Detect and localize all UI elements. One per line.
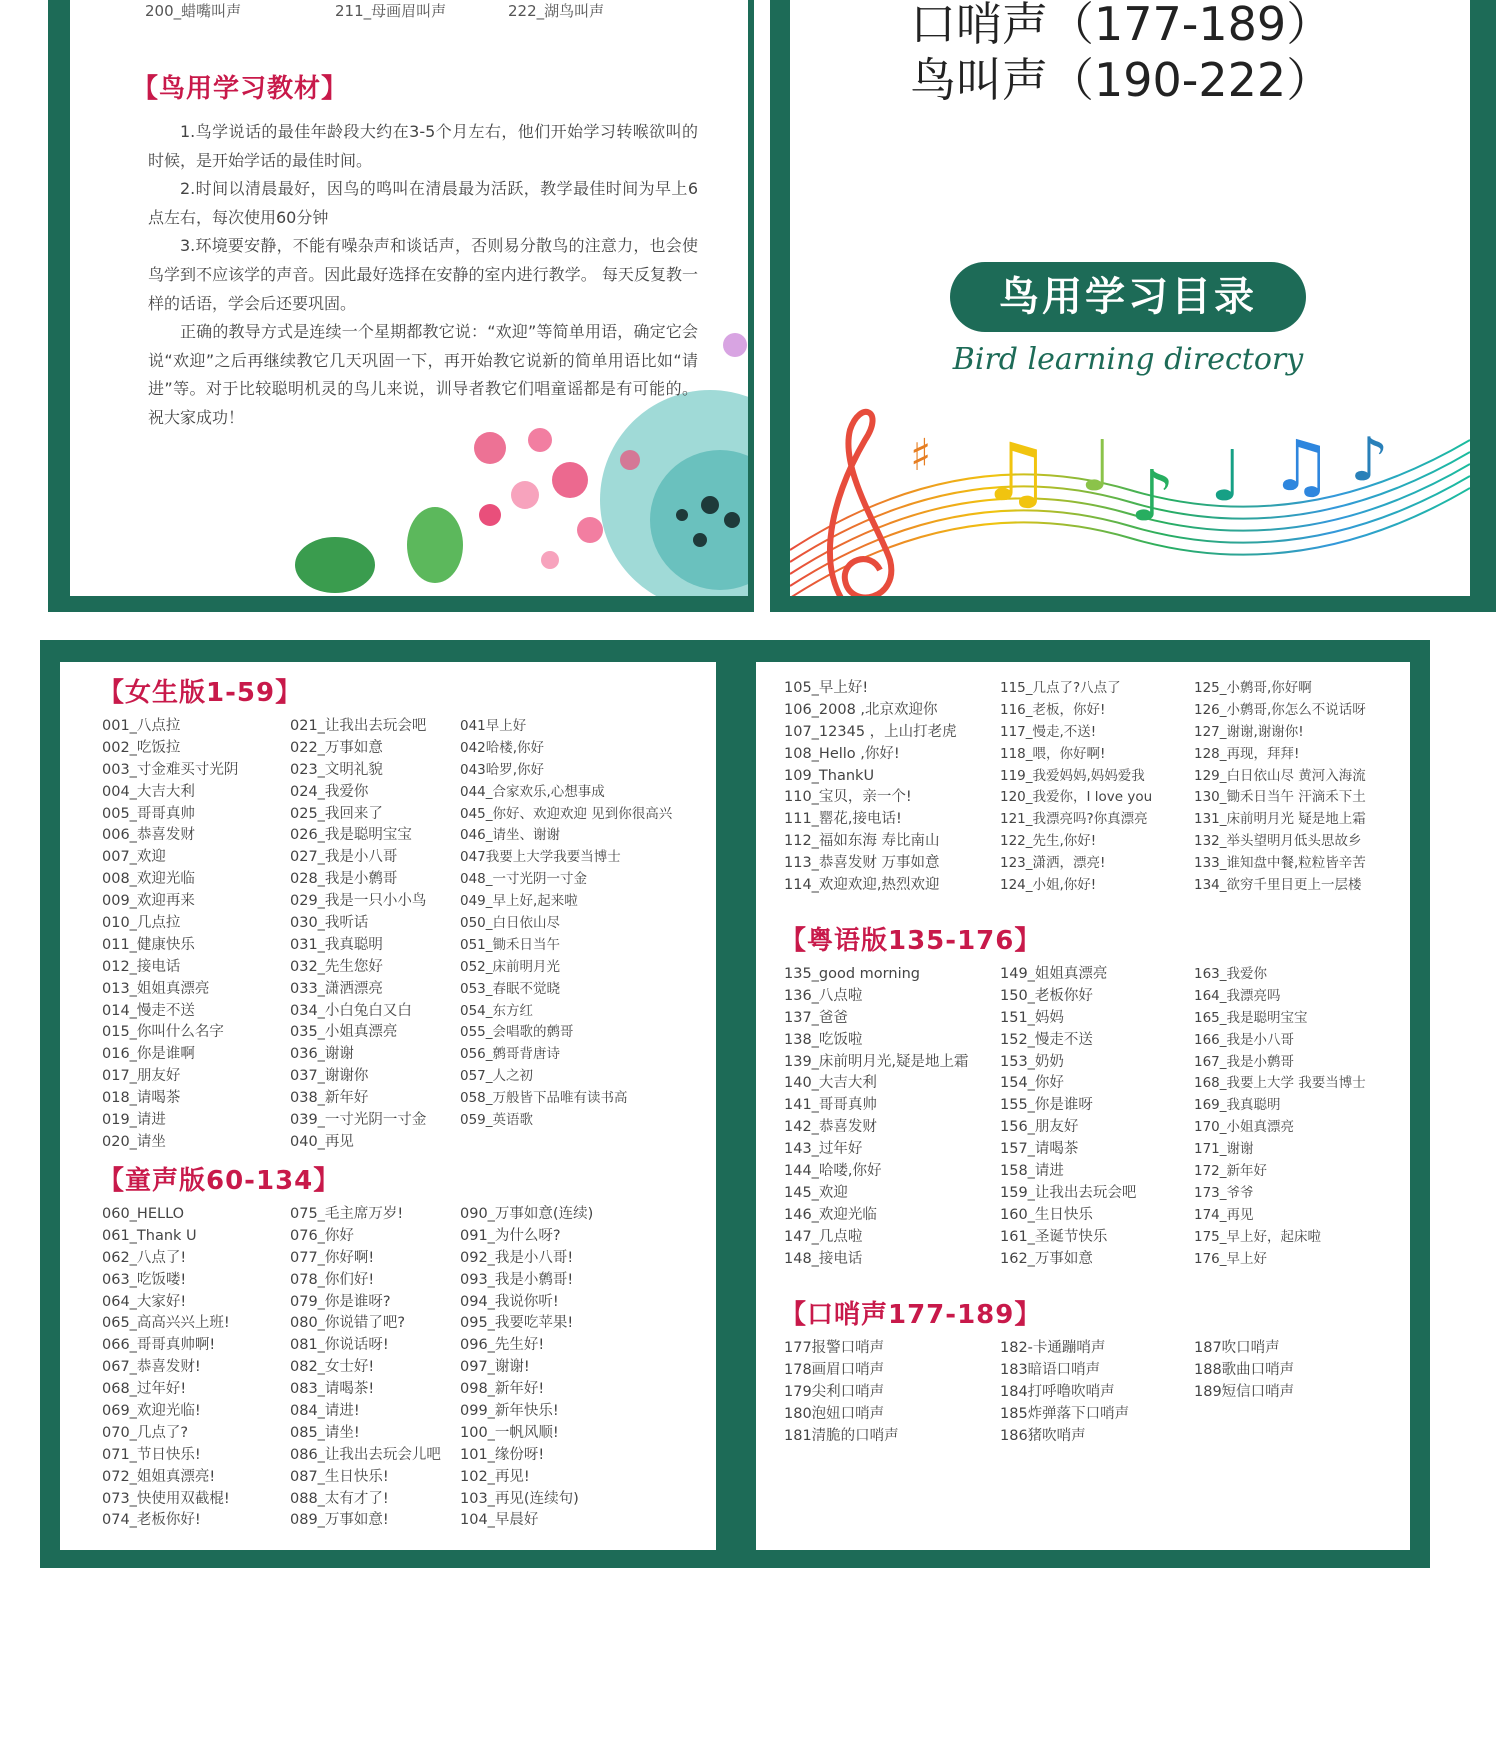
list-item: 093_我是小鹩哥! bbox=[460, 1271, 574, 1288]
list-item: 135_good morning bbox=[784, 966, 921, 982]
list-item: 163_我爱你 bbox=[1194, 966, 1268, 982]
petal-dot bbox=[723, 333, 747, 357]
list-item: 161_圣诞节快乐 bbox=[1000, 1228, 1108, 1245]
list-item: 075_毛主席万岁! bbox=[290, 1206, 404, 1222]
paragraph: 3.环境要安静，不能有噪杂声和谈话声，否则易分散鸟的注意力，也会使鸟学到不应该学的声音。因此最好选择在安静的室内进行教学。 每天反复教一样的话语，学会后还要巩固。 bbox=[148, 236, 698, 313]
list-item: 066_哥哥真帅啊! bbox=[102, 1337, 216, 1354]
list-item: 169_我真聪明 bbox=[1194, 1097, 1281, 1114]
list-item: 085_请坐! bbox=[290, 1424, 360, 1441]
list-item: 182-卡通蹦哨声 bbox=[1000, 1340, 1106, 1356]
list-item: 024_我爱你 bbox=[290, 783, 369, 800]
list-item: 189短信口哨声 bbox=[1194, 1383, 1295, 1400]
list-item: 051_锄禾日当午 bbox=[460, 936, 561, 953]
petal-dot bbox=[620, 450, 640, 470]
child-list-col-4 bbox=[784, 678, 994, 897]
list-item: 119_我爱妈妈,妈妈爱我 bbox=[1000, 767, 1145, 784]
study-material-text bbox=[148, 118, 698, 433]
music-staff-decoration bbox=[790, 380, 1470, 596]
list-item: 158_请进 bbox=[1000, 1163, 1064, 1180]
list-item: 035_小姐真漂亮 bbox=[290, 1024, 398, 1041]
list-item: 038_新年好 bbox=[290, 1090, 369, 1107]
list-item: 188歌曲口哨声 bbox=[1194, 1361, 1295, 1378]
list-item: 015_你叫什么名字 bbox=[102, 1024, 224, 1041]
paragraph: 1.鸟学说话的最佳年龄段大约在3-5个月左右，他们开始学习转喉欲叫的时候，是开始学话的最佳时间。 bbox=[148, 122, 698, 170]
list-item: 177报警口哨声 bbox=[784, 1340, 885, 1356]
girl-section-title: 【女生版1-59】 bbox=[98, 678, 303, 708]
list-item: 058_万般皆下品唯有读书高 bbox=[460, 1090, 628, 1107]
list-item: 174_再见 bbox=[1194, 1206, 1254, 1223]
music-note-icon: ♩ bbox=[1210, 435, 1244, 517]
list-item: 070_几点了? bbox=[102, 1424, 189, 1441]
whistle-list-col-1 bbox=[784, 1338, 994, 1447]
list-item: 002_吃饭拉 bbox=[102, 739, 181, 756]
list-item: 082_女士好! bbox=[290, 1359, 375, 1376]
list-item: 108_Hello ,你好! bbox=[784, 745, 900, 762]
list-item: 154_你好 bbox=[1000, 1075, 1064, 1092]
list-item: 185炸弹落下口哨声 bbox=[1000, 1405, 1130, 1422]
list-item: 138_吃饭啦 bbox=[784, 1031, 863, 1048]
list-item: 030_我听话 bbox=[290, 915, 369, 932]
girl-list-col-1 bbox=[102, 716, 282, 1154]
list-item: 137_爸爸 bbox=[784, 1009, 848, 1026]
list-item: 073_快使用双截棍! bbox=[102, 1490, 230, 1507]
list-item: 090_万事如意(连续) bbox=[460, 1206, 594, 1222]
list-item: 064_大家好! bbox=[102, 1293, 187, 1310]
list-item: 077_你好啊! bbox=[290, 1249, 375, 1266]
list-item: 143_过年好 bbox=[784, 1141, 863, 1158]
list-item: 084_请进! bbox=[290, 1403, 360, 1420]
list-item: 164_我漂亮吗 bbox=[1194, 987, 1281, 1004]
list-item: 029_我是一只小小鸟 bbox=[290, 893, 427, 910]
list-item: 091_为什么呀? bbox=[460, 1227, 561, 1244]
list-item: 110_宝贝，亲一个! bbox=[784, 789, 912, 806]
list-item: 054_东方红 bbox=[460, 1002, 534, 1019]
cantonese-section-title: 【粤语版135-176】 bbox=[780, 926, 1042, 956]
study-material-page bbox=[70, 0, 748, 596]
petal-dot bbox=[577, 517, 603, 543]
list-item: 132_举头望明月低头思故乡 bbox=[1194, 833, 1362, 850]
list-item: 010_几点拉 bbox=[102, 915, 181, 932]
directory-subtitle: Bird learning directory bbox=[952, 342, 1304, 377]
list-item: 181清脆的口哨声 bbox=[784, 1427, 899, 1444]
list-item: 098_新年好! bbox=[460, 1381, 545, 1398]
leaf-shape bbox=[407, 507, 463, 583]
list-item: 018_请喝茶 bbox=[102, 1090, 181, 1107]
list-item: 062_八点了! bbox=[102, 1249, 187, 1266]
music-note-icon: ♪ bbox=[1130, 455, 1175, 537]
petal-dot bbox=[479, 504, 501, 526]
cantonese-list-col-1 bbox=[784, 964, 994, 1270]
list-item: 180泡妞口哨声 bbox=[784, 1405, 885, 1422]
list-item: 006_恭喜发财 bbox=[102, 827, 195, 844]
petal-dot bbox=[511, 481, 539, 509]
list-item: 139_床前明月光,疑是地上霜 bbox=[784, 1053, 969, 1070]
list-item: 128_再现，拜拜! bbox=[1194, 745, 1300, 762]
list-item: 021_让我出去玩会吧 bbox=[290, 718, 427, 734]
petal-dot bbox=[541, 551, 559, 569]
list-item: 032_先生您好 bbox=[290, 958, 383, 975]
list-item: 099_新年快乐! bbox=[460, 1403, 559, 1420]
list-item: 129_白日依山尽 黄河入海流 bbox=[1194, 767, 1366, 784]
child-list-col-1 bbox=[102, 1204, 282, 1532]
list-item: 126_小鹩哥,你怎么不说话呀 bbox=[1194, 701, 1366, 718]
list-item: 134_欲穷千里目更上一层楼 bbox=[1194, 877, 1362, 894]
list-item: 141_哥哥真帅 bbox=[784, 1097, 877, 1114]
list-item: 152_慢走不送 bbox=[1000, 1031, 1093, 1048]
list-item: 165_我是聪明宝宝 bbox=[1194, 1009, 1308, 1026]
list-item: 100_一帆风顺! bbox=[460, 1424, 559, 1441]
list-item: 130_锄禾日当午 汗滴禾下土 bbox=[1194, 789, 1366, 806]
list-item: 145_欢迎 bbox=[784, 1184, 848, 1201]
list-item: 183暗语口哨声 bbox=[1000, 1361, 1101, 1378]
list-item: 042哈楼,你好 bbox=[460, 739, 545, 756]
list-item: 107_12345 ，上山打老虎 bbox=[784, 723, 957, 740]
list-item: 019_请进 bbox=[102, 1112, 166, 1129]
list-item: 076_你好 bbox=[290, 1227, 354, 1244]
list-item: 083_请喝茶! bbox=[290, 1381, 375, 1398]
list-item: 039_一寸光阴一寸金 bbox=[290, 1112, 427, 1129]
list-item: 176_早上好 bbox=[1194, 1250, 1268, 1267]
catalog-right-page bbox=[756, 662, 1410, 1550]
list-item: 012_接电话 bbox=[102, 958, 181, 975]
list-item: 067_恭喜发财! bbox=[102, 1359, 201, 1376]
list-item: 069_欢迎光临! bbox=[102, 1403, 201, 1420]
list-item: 102_再见! bbox=[460, 1468, 530, 1485]
top-strip-item: 222_湖鸟叫声 bbox=[508, 2, 605, 20]
list-item: 184打呼噜吹哨声 bbox=[1000, 1383, 1115, 1400]
list-item: 086_让我出去玩会儿吧 bbox=[290, 1446, 441, 1463]
list-item: 162_万事如意 bbox=[1000, 1250, 1093, 1267]
list-item: 020_请坐 bbox=[102, 1133, 166, 1150]
list-item: 148_接电话 bbox=[784, 1250, 863, 1267]
list-item: 013_姐姐真漂亮 bbox=[102, 980, 210, 997]
whistle-list-col-2 bbox=[1000, 1338, 1190, 1447]
list-item: 125_小鹩哥,你好啊 bbox=[1194, 680, 1312, 696]
list-item: 124_小姐,你好! bbox=[1000, 877, 1097, 894]
leaf-shape bbox=[295, 537, 375, 593]
list-item: 106_2008 ,北京欢迎你 bbox=[784, 701, 938, 718]
top-strip-item: 200_蜡嘴叫声 bbox=[145, 2, 242, 20]
petal-dot bbox=[552, 462, 588, 498]
cover-line-2: 鸟叫声（190-222） bbox=[910, 53, 1333, 107]
whistle-list-col-3 bbox=[1194, 1338, 1384, 1404]
study-material-title: 【鸟用学习教材】 bbox=[132, 74, 349, 104]
list-item: 033_潇洒漂亮 bbox=[290, 980, 383, 997]
list-item: 040_再见 bbox=[290, 1133, 354, 1150]
list-item: 172_新年好 bbox=[1194, 1163, 1268, 1180]
list-item: 027_我是小八哥 bbox=[290, 849, 398, 866]
list-item: 028_我是小鹩哥 bbox=[290, 871, 398, 888]
list-item: 068_过年好! bbox=[102, 1381, 187, 1398]
list-item: 037_谢谢你 bbox=[290, 1068, 369, 1085]
list-item: 094_我说你听! bbox=[460, 1293, 559, 1310]
top-strip-item: 211_母画眉叫声 bbox=[335, 2, 447, 20]
list-item: 104_早晨好 bbox=[460, 1512, 539, 1529]
list-item: 168_我要上大学 我要当博士 bbox=[1194, 1075, 1366, 1092]
list-item: 103_再见(连续句) bbox=[460, 1490, 579, 1507]
cover-line-1: 口哨声（177-189） bbox=[910, 0, 1333, 51]
list-item: 023_文明礼貌 bbox=[290, 761, 383, 778]
list-item: 014_慢走不送 bbox=[102, 1002, 195, 1019]
child-section-title: 【童声版60-134】 bbox=[98, 1166, 341, 1196]
list-item: 120_我爱你，I love you bbox=[1000, 789, 1153, 806]
music-note-icon: ♫ bbox=[1270, 425, 1333, 507]
list-item: 005_哥哥真帅 bbox=[102, 805, 195, 822]
list-item: 175_早上好，起床啦 bbox=[1194, 1228, 1322, 1245]
list-item: 053_春眠不觉晓 bbox=[460, 980, 561, 997]
list-item: 109_ThankU bbox=[784, 767, 875, 784]
list-item: 059_英语歌 bbox=[460, 1112, 534, 1129]
list-item: 096_先生好! bbox=[460, 1337, 545, 1354]
list-item: 036_谢谢 bbox=[290, 1046, 354, 1063]
list-item: 017_朋友好 bbox=[102, 1068, 181, 1085]
list-item: 056_鹩哥背唐诗 bbox=[460, 1046, 561, 1063]
list-item: 097_谢谢! bbox=[460, 1359, 530, 1376]
list-item: 160_生日快乐 bbox=[1000, 1206, 1093, 1223]
list-item: 121_我漂亮吗?你真漂亮 bbox=[1000, 811, 1148, 828]
list-item: 151_妈妈 bbox=[1000, 1009, 1064, 1026]
list-item: 092_我是小八哥! bbox=[460, 1249, 574, 1266]
list-item: 142_恭喜发财 bbox=[784, 1119, 877, 1136]
list-item: 159_让我出去玩会吧 bbox=[1000, 1184, 1137, 1201]
list-item: 060_HELLO bbox=[102, 1206, 185, 1222]
cantonese-list-col-3 bbox=[1194, 964, 1404, 1270]
list-item: 095_我要吃苹果! bbox=[460, 1315, 574, 1332]
list-item: 153_奶奶 bbox=[1000, 1053, 1064, 1070]
list-item: 171_谢谢 bbox=[1194, 1141, 1254, 1158]
list-item: 071_节日快乐! bbox=[102, 1446, 201, 1463]
list-item: 050_白日依山尽 bbox=[460, 915, 561, 932]
list-item: 140_大吉大利 bbox=[784, 1075, 877, 1092]
list-item: 061_Thank U bbox=[102, 1227, 197, 1244]
list-item: 065_高高兴兴上班! bbox=[102, 1315, 230, 1332]
list-item: 157_请喝茶 bbox=[1000, 1141, 1079, 1158]
list-item: 112_福如东海 寿比南山 bbox=[784, 833, 940, 850]
list-item: 025_我回来了 bbox=[290, 805, 383, 822]
list-item: 044_合家欢乐,心想事成 bbox=[460, 783, 605, 800]
whistle-section-title: 【口哨声177-189】 bbox=[780, 1300, 1042, 1330]
list-item: 179尖利口哨声 bbox=[784, 1383, 885, 1400]
list-item: 156_朋友好 bbox=[1000, 1119, 1079, 1136]
list-item: 101_缘份呀! bbox=[460, 1446, 545, 1463]
list-item: 001_八点拉 bbox=[102, 718, 181, 734]
list-item: 087_生日快乐! bbox=[290, 1468, 389, 1485]
list-item: 117_慢走,不送! bbox=[1000, 723, 1097, 740]
list-item: 166_我是小八哥 bbox=[1194, 1031, 1295, 1048]
list-item: 149_姐姐真漂亮 bbox=[1000, 966, 1108, 982]
list-item: 074_老板你好! bbox=[102, 1512, 201, 1529]
list-item: 155_你是谁呀 bbox=[1000, 1097, 1093, 1114]
list-item: 081_你说话呀! bbox=[290, 1337, 389, 1354]
list-item: 009_欢迎再来 bbox=[102, 893, 195, 910]
list-item: 144_哈喽,你好 bbox=[784, 1163, 882, 1180]
list-item: 043哈罗,你好 bbox=[460, 761, 545, 778]
child-list-col-2 bbox=[290, 1204, 458, 1532]
list-item: 031_我真聪明 bbox=[290, 936, 383, 953]
list-item: 113_恭喜发财 万事如意 bbox=[784, 855, 940, 872]
directory-badge: 鸟用学习目录 bbox=[950, 262, 1306, 332]
list-item: 063_吃饭喽! bbox=[102, 1271, 187, 1288]
list-item: 105_早上好! bbox=[784, 680, 869, 696]
list-item: 173_爷爷 bbox=[1194, 1184, 1254, 1201]
list-item: 116_老板，你好! bbox=[1000, 701, 1106, 718]
list-item: 146_欢迎光临 bbox=[784, 1206, 877, 1223]
list-item: 034_小白兔白又白 bbox=[290, 1002, 412, 1019]
list-item: 078_你们好! bbox=[290, 1271, 375, 1288]
list-item: 150_老板你好 bbox=[1000, 987, 1093, 1004]
list-item: 049_早上好,起来啦 bbox=[460, 893, 578, 910]
child-list-col-5 bbox=[1000, 678, 1190, 897]
list-item: 115_几点了?八点了 bbox=[1000, 680, 1121, 696]
list-item: 080_你说错了吧? bbox=[290, 1315, 406, 1332]
list-item: 008_欢迎光临 bbox=[102, 871, 195, 888]
list-item: 057_人之初 bbox=[460, 1068, 534, 1085]
list-item: 026_我是聪明宝宝 bbox=[290, 827, 412, 844]
child-list-col-3 bbox=[460, 1204, 712, 1532]
child-list-col-6 bbox=[1194, 678, 1404, 897]
list-item: 041早上好 bbox=[460, 718, 527, 734]
list-item: 048_一寸光阴一寸金 bbox=[460, 871, 588, 888]
music-note-icon: ♩ bbox=[1080, 425, 1114, 507]
treble-clef-icon bbox=[830, 412, 891, 596]
list-item: 072_姐姐真漂亮! bbox=[102, 1468, 216, 1485]
list-item: 047我要上大学我要当博士 bbox=[460, 849, 621, 866]
sharp-icon: ♯ bbox=[910, 430, 932, 481]
list-item: 170_小姐真漂亮 bbox=[1194, 1119, 1295, 1136]
list-item: 178画眉口哨声 bbox=[784, 1361, 885, 1378]
list-item: 123_潇洒，漂亮! bbox=[1000, 855, 1106, 872]
list-item: 167_我是小鹩哥 bbox=[1194, 1053, 1295, 1070]
list-item: 003_寸金难买寸光阴 bbox=[102, 761, 239, 778]
list-item: 131_床前明月光 疑是地上霜 bbox=[1194, 811, 1366, 828]
girl-list-col-2 bbox=[290, 716, 458, 1154]
list-item: 089_万事如意! bbox=[290, 1512, 389, 1529]
list-item: 011_健康快乐 bbox=[102, 936, 195, 953]
girl-list-col-3 bbox=[460, 716, 712, 1132]
list-item: 187吹口哨声 bbox=[1194, 1340, 1280, 1356]
list-item: 022_万事如意 bbox=[290, 739, 383, 756]
list-item: 114_欢迎欢迎,热烈欢迎 bbox=[784, 877, 940, 894]
list-item: 147_几点啦 bbox=[784, 1228, 863, 1245]
list-item: 133_谁知盘中餐,粒粒皆辛苦 bbox=[1194, 855, 1366, 872]
list-item: 045_你好、欢迎欢迎 见到你很高兴 bbox=[460, 805, 673, 822]
list-item: 046_请坐、谢谢 bbox=[460, 827, 561, 844]
paragraph: 正确的教导方式是连续一个星期都教它说：“欢迎”等简单用语，确定它会说“欢迎”之后再继续教它几天巩固一下，再开始教它说新的简单用语比如“请进”等。对于比较聪明机灵的鸟儿来说，训导者教它们唱童谣都是有可能的。祝大家成功！ bbox=[148, 322, 698, 427]
list-item: 127_谢谢,谢谢你! bbox=[1194, 723, 1304, 740]
list-item: 016_你是谁啊 bbox=[102, 1046, 195, 1063]
list-item: 122_先生,你好! bbox=[1000, 833, 1097, 850]
list-item: 186猪吹哨声 bbox=[1000, 1427, 1086, 1444]
paragraph: 2.时间以清晨最好，因鸟的鸣叫在清晨最为活跃，教学最佳时间为早上6点左右，每次使用60分钟 bbox=[148, 179, 698, 227]
list-item: 007_欢迎 bbox=[102, 849, 166, 866]
list-item: 136_八点啦 bbox=[784, 987, 863, 1004]
list-item: 118_喂，你好啊! bbox=[1000, 745, 1106, 762]
list-item: 079_你是谁呀? bbox=[290, 1293, 391, 1310]
music-note-icon: ♫ bbox=[980, 426, 1052, 519]
list-item: 052_床前明月光 bbox=[460, 958, 561, 975]
list-item: 111_罂花,接电话! bbox=[784, 811, 902, 828]
list-item: 055_会唱歌的鹩哥 bbox=[460, 1024, 574, 1041]
list-item: 088_太有才了! bbox=[290, 1490, 389, 1507]
list-item: 004_大吉大利 bbox=[102, 783, 195, 800]
catalog-left-page bbox=[60, 662, 716, 1550]
cantonese-list-col-2 bbox=[1000, 964, 1190, 1270]
music-note-icon: ♪ bbox=[1350, 425, 1389, 495]
petal-dot bbox=[474, 432, 506, 464]
